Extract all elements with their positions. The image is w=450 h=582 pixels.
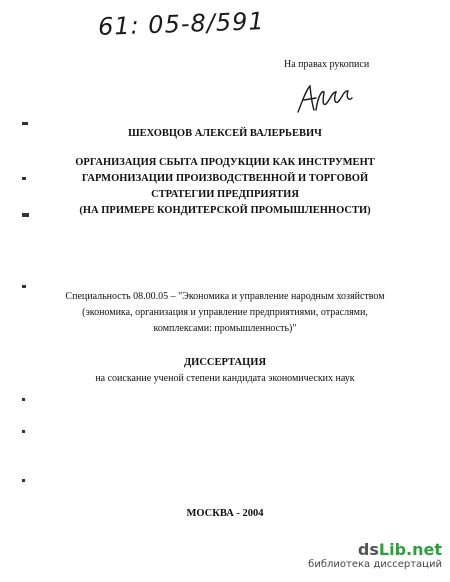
dslib-logo <box>308 541 442 559</box>
title-line: ГАРМОНИЗАЦИИ ПРОИЗВОДСТВЕННОЙ И ТОРГОВОЙ <box>81 173 369 184</box>
author-name: ШЕХОВЦОВ АЛЕКСЕЙ ВАЛЕРЬЕВИЧ <box>128 128 322 139</box>
title-line: (НА ПРИМЕРЕ КОНДИТЕРСКОЙ ПРОМЫШЛЕННОСТИ) <box>79 205 371 216</box>
logo-prefix: ds <box>357 540 379 559</box>
author-signature-icon <box>296 82 356 116</box>
city-year: МОСКВА - 2004 <box>186 508 264 519</box>
specialty-line: комплексами: промышленность)" <box>153 323 297 334</box>
scan-margin-mark <box>22 430 25 433</box>
title-line: СТРАТЕГИИ ПРЕДПРИЯТИЯ <box>151 189 299 200</box>
title-line: ОРГАНИЗАЦИЯ СБЫТА ПРОДУКЦИИ КАК ИНСТРУМЕНТ <box>75 157 375 168</box>
dslib-watermark[interactable] <box>308 541 442 570</box>
logo-suffix: Lib.net <box>378 540 442 559</box>
scan-margin-mark <box>22 479 25 482</box>
specialty-block <box>0 289 450 337</box>
manuscript-rights-note: На правах рукописи <box>284 59 370 70</box>
watermark-subtitle: библиотека диссертаций <box>308 559 442 570</box>
specialty-line: Специальность 08.00.05 – "Экономика и управление народным хозяйством <box>65 291 385 302</box>
scan-margin-mark <box>22 285 26 288</box>
document-type-label: ДИССЕРТАЦИЯ <box>183 357 267 368</box>
dissertation-title <box>0 155 450 219</box>
degree-text: на соискание ученой степени кандидата экономических наук <box>95 373 355 384</box>
scan-margin-mark <box>22 122 28 125</box>
specialty-line: (экономика, организация и управление предприятиями, отраслями, <box>82 307 368 318</box>
scan-margin-mark <box>22 398 25 401</box>
archive-number-handwritten: 61: 05-8/591 <box>97 7 266 41</box>
